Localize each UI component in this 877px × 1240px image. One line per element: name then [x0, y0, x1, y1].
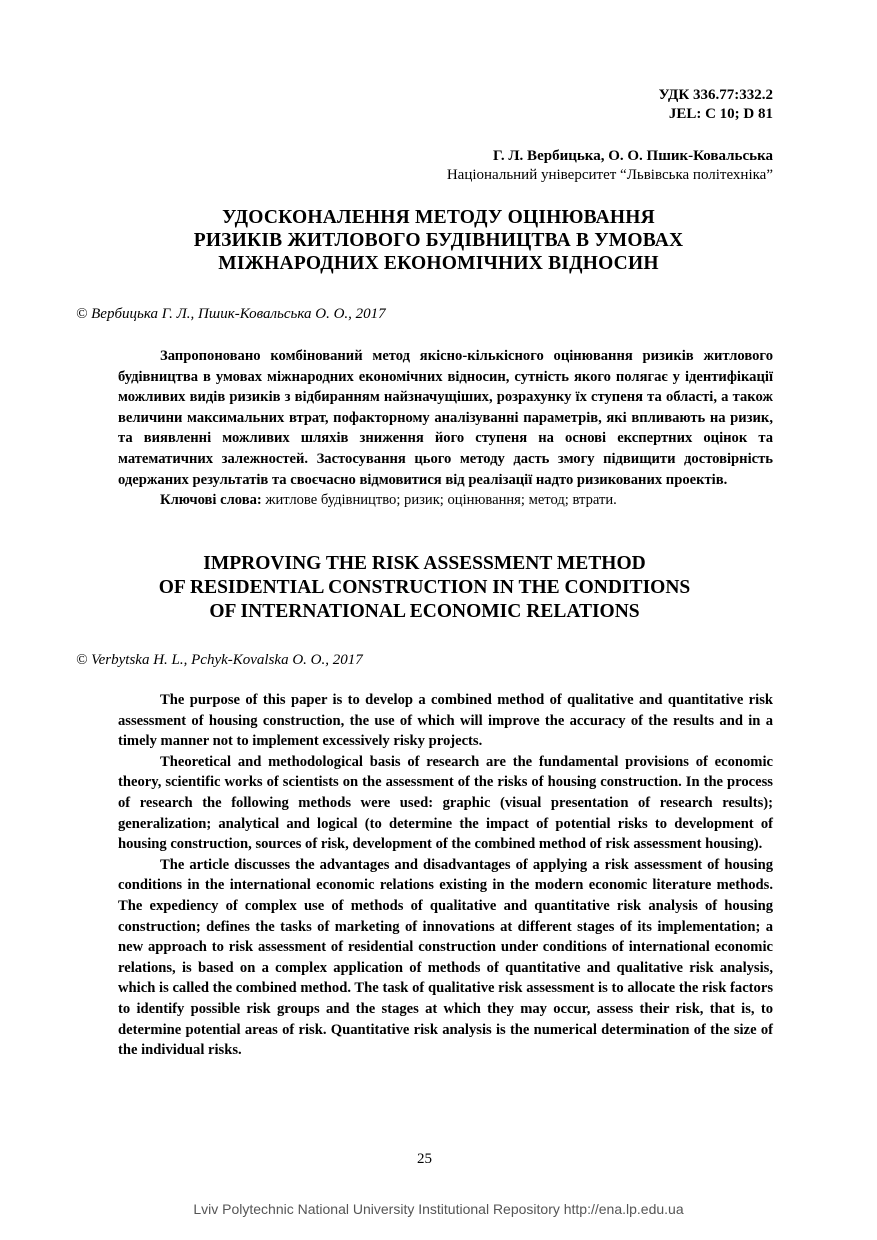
title-ua-line: УДОСКОНАЛЕННЯ МЕТОДУ ОЦІНЮВАННЯ [222, 207, 655, 228]
abstract-en-paragraph: The article discusses the advantages and disadvantages of applying a risk assessment of housing conditions in the international economic relations existing in the modern economic literature methods. The expediency of complex use of methods of qualitative and quantitative risk analysis of housing construction; defines the tasks of marketing of innovations at different stages of its implementation; a new approach to risk assessment of residential construction under conditions of international economic relations, is based on a complex application of methods of quantitative and qualitative risk analysis, which is called the combined method. The task of qualitative risk assessment is to allocate the risk factors to identify possible risk groups and the stages at which they may occur, assess their risk, that is, to determine potential areas of risk. Quantitative risk analysis is the numerical determination of the size of the individual risks. [118, 856, 773, 1059]
keywords-list: житлове будівництво; ризик; оцінювання; метод; втрати. [265, 492, 617, 509]
title-en-line: IMPROVING THE RISK ASSESSMENT METHOD [203, 553, 646, 574]
author-block [0, 147, 773, 185]
title-ua-line: МІЖНАРОДНИХ ЕКОНОМІЧНИХ ВІДНОСИН [218, 253, 659, 274]
copyright-english: © Verbytska H. L., Pchyk-Kovalska O. O., 2017 [76, 652, 363, 668]
author-names: Г. Л. Вербицька, О. О. Пшик-Ковальська [493, 148, 773, 164]
keywords-label: Ключові слова: [160, 492, 262, 509]
page-number: 25 [417, 1151, 432, 1167]
jel-code: JEL: C 10; D 81 [668, 106, 773, 122]
author-affiliation: Національний університет “Львівська політехніка” [446, 167, 773, 183]
title-en-line: OF RESIDENTIAL CONSTRUCTION IN THE CONDITIONS [158, 577, 691, 598]
abstract-ua-text: Запропоновано комбінований метод якісно-кількісного оцінювання ризиків житлового будівництва в умовах міжнародних економічних відносин, сутність якого полягає у ідентифікації можливих видів ризиків з відбиранням найзначущіших, розрахунку їх ступеня та області, а також величини максимальних втрат, пофакторному аналізуванні параметрів, які впливають на ризик, та виявленні можливих шляхів зниження його ступеня на основі експертних оцінок та математичних залежностей. Застосування цього методу дасть змогу підвищити достовірність одержаних результатів та своєчасно відмовитися від реалізації надто ризикованих проектів. [118, 348, 773, 488]
repository-footer: Lviv Polytechnic National University Institutional Repository http://ena.lp.edu.ua [193, 1201, 684, 1217]
title-ua-line: РИЗИКІВ ЖИТЛОВОГО БУДІВНИЦТВА В УМОВАХ [193, 230, 684, 251]
title-en-line: OF INTERNATIONAL ECONOMIC RELATIONS [209, 601, 640, 622]
title-english [0, 552, 849, 624]
title-ukrainian [0, 206, 877, 275]
classification-codes [0, 86, 773, 124]
abstract-ukrainian [118, 346, 773, 511]
abstract-english [118, 690, 773, 1061]
abstract-en-paragraph: Theoretical and methodological basis of research are the fundamental provisions of economic theory, scientific works of scientists on the assessment of the risks of housing construction. In the process of research the following methods were used: graphic (visual presentation of research results); generalization; analytical and logical (to determine the impact of potential risks to development of housing construction, sources of risk, development of the combined method of risk assessment housing). [118, 753, 773, 853]
abstract-en-paragraph: The purpose of this paper is to develop a combined method of qualitative and quantitative risk assessment of housing construction, the use of which will improve the accuracy of the results and in a timely manner not to implement excessively risky projects. [118, 692, 773, 750]
keywords-ukrainian [118, 490, 773, 511]
udc-code: УДК 336.77:332.2 [658, 87, 773, 103]
copyright-ukrainian: © Вербицька Г. Л., Пшик-Ковальська О. О., 2017 [76, 306, 386, 322]
